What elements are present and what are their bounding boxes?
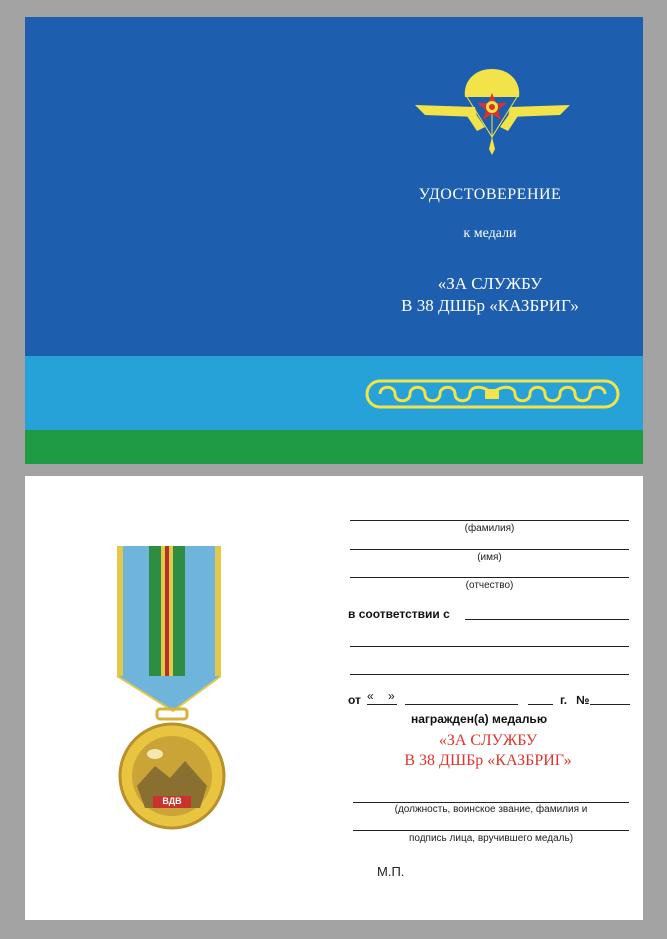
from-label: от [348,693,361,707]
cover-medal-line2: В 38 ДШБр «КАЗБРИГ» [401,296,579,315]
seal-label: М.П. [377,864,405,879]
day-line [367,704,397,705]
according-label: в соответствии с [348,607,450,621]
number-line [590,704,630,705]
according-line-2 [350,646,629,647]
cover-title: УДОСТОВЕРЕНИЕ [418,186,562,203]
quote-close: » [388,689,395,703]
name-caption: (имя) [477,552,502,563]
according-line-3 [350,674,629,675]
cover-medal-line1: «ЗА СЛУЖБУ [437,274,543,293]
surname-line [350,520,629,521]
month-line [405,704,518,705]
certificate-cover [25,17,643,464]
year-label: г. [560,693,568,707]
inner-medal-line2: В 38 ДШБр «КАЗБРИГ» [404,752,572,769]
cover-subtitle: к медали [463,226,517,241]
patronymic-line [350,577,629,578]
signer-caption-2: подпись лица, вручившего медаль) [408,833,574,844]
signer-caption-1: (должность, воинское звание, фамилия и [394,804,588,815]
signer-line [353,802,629,803]
year-line [528,704,553,705]
patronymic-caption: (отчество) [465,580,514,591]
quote-open: « [367,689,374,703]
medal-banner-text: ВДВ [162,796,182,806]
kazakh-ornament-icon [365,377,620,411]
signer-line-2 [353,830,629,831]
name-line [350,549,629,550]
paratrooper-emblem-icon [415,57,570,157]
cover-medal-name [340,273,640,317]
surname-caption: (фамилия) [464,523,515,534]
number-label: № [576,693,590,707]
inner-medal-line1: «ЗА СЛУЖБУ [438,732,538,749]
certificate-inner-page [25,476,643,920]
cover-green-band [25,430,643,464]
awarded-label: награжден(а) медалью [411,712,548,726]
according-line [465,619,629,620]
inner-medal-name [338,731,638,771]
